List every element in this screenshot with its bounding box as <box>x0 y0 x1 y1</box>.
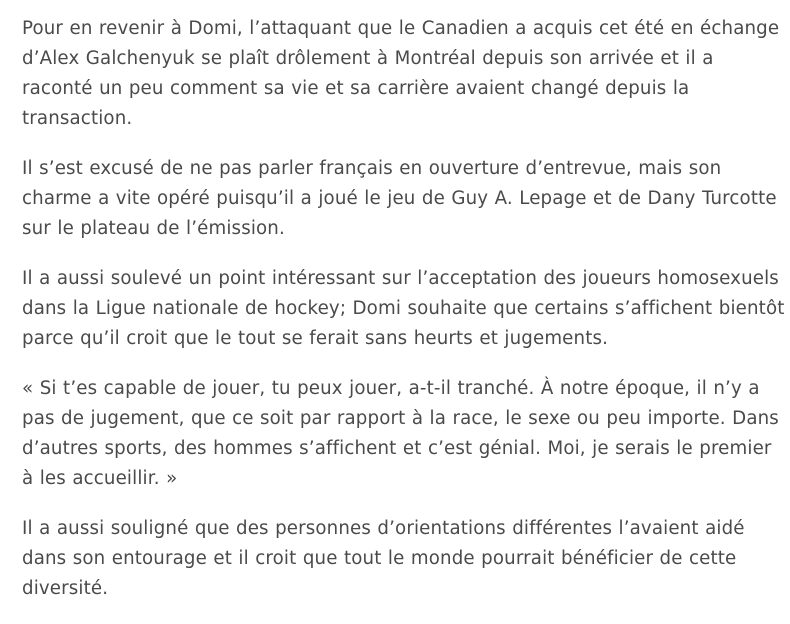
article-body <box>22 14 786 624</box>
article-paragraph: Il a aussi souligné que des personnes d’orientations différentes l’avaient aidé dans son entourage et il croit que tout le monde pourrait bénéficier de cette diversité. <box>22 518 745 599</box>
article-paragraph: Il a aussi soulevé un point intéressant sur l’acceptation des joueurs homosexuels dans la Ligue nationale de hockey; Domi souhaite que certains s’affichent bientôt parce qu’il croit que le tout se ferait sans heurts et jugements. <box>22 268 785 349</box>
article-paragraph: Il s’est excusé de ne pas parler français en ouverture d’entrevue, mais son charme a vite opéré puisqu’il a joué le jeu de Guy A. Lepage et de Dany Turcotte sur le plateau de l’émission. <box>22 158 777 239</box>
article-paragraph: Pour en revenir à Domi, l’attaquant que le Canadien a acquis cet été en échange d’Alex Galchenyuk se plaît drôlement à Montréal depuis son arrivée et il a raconté un peu comment sa vie et sa carrière avaient changé depuis la transaction. <box>22 18 780 129</box>
article-quote-paragraph: « Si t’es capable de jouer, tu peux jouer, a-t-il tranché. À notre époque, il n’y a pas de jugement, que ce soit par rapport à la race, le sexe ou peu importe. Dans d’autres sports, des hommes s’affichent et c’est génial. Moi, je serais le premier à les accueillir. » <box>22 378 779 489</box>
